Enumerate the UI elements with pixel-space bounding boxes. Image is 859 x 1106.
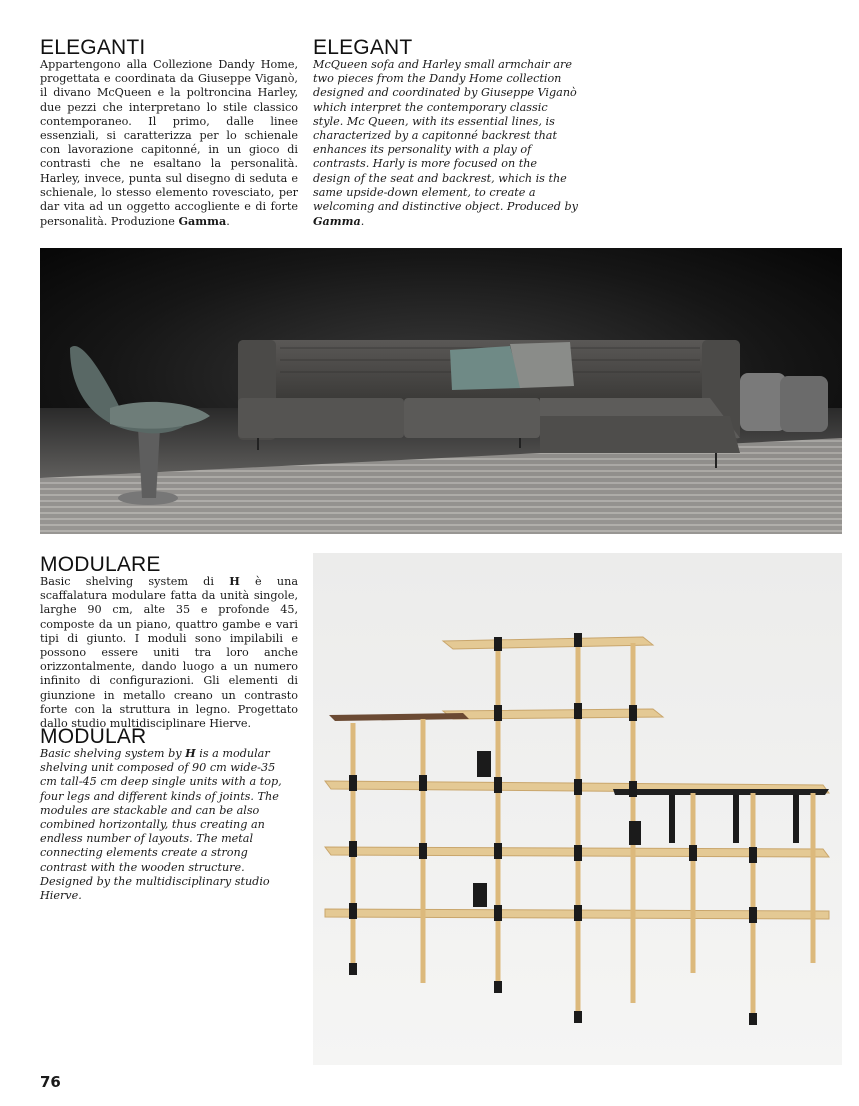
- heading-modulare: MODULARE: [40, 553, 161, 576]
- text-modular: [40, 746, 295, 903]
- brand-h-en: H: [185, 746, 196, 760]
- brand-gamma-it: Gamma: [178, 214, 227, 229]
- text-modulare: [40, 574, 298, 731]
- heading-eleganti: ELEGANTI: [40, 36, 146, 59]
- sofa-illustration: [40, 248, 842, 534]
- text-modular-intro: Basic shelving system by: [40, 747, 182, 760]
- text-elegant: McQueen sofa and Harley small armchair are two pieces from the Dandy Home collection designed and coordinated by Giuseppe Viganò which interpret the contemporary classic style. Mc Queen, with its essential lines, is characterized by a capitonné backrest that enhances its personality with a play of contrasts. Harly is more focused on the design of the seat and backrest, which is the same upside-down element, to create a welcoming and distinctive object. Produced by Gamma.: [313, 58, 578, 229]
- text-modular-body: is a modular shelving unit composed of 90 cm wide-35 cm tall-45 cm deep single units with a top, four legs and different kinds of joints. The modules are stackable and can be also combined horizontally, thus creating an endless number of layouts. The metal connecting elements create a strong contrast with the wooden structure. Designed by the multidisciplinary studio Hierve.: [40, 747, 282, 903]
- page-number: 76: [40, 1073, 61, 1091]
- heading-elegant: ELEGANT: [313, 36, 413, 59]
- text-eleganti-body: Appartengono alla Collezione Dandy Home, progettata e coordinata da Giuseppe Viganò, il divano McQueen e la poltroncina Harley, due pezzi che interpretano lo stile classico contemporaneo. Il primo, dalle linee essenziali, si caratterizza per lo schienale con lavorazione capitonné, in un gioco di contrasti che ne esaltano la personalità. Harley, invece, punta sul disegno di seduta e schienale, lo stesso elemento rovesciato, per dar vita ad un oggetto accogliente e di forte personalità. Produzione: [40, 58, 298, 229]
- text-modulare-intro: Basic shelving system di: [40, 575, 214, 588]
- text-elegant-body: McQueen sofa and Harley small armchair are two pieces from the Dandy Home collection designed and coordinated by Giuseppe Viganò which interpret the contemporary classic style. Mc Queen, with its essential lines, is characterized by a capitonné backrest that enhances its personality with a play of contrasts. Harly is more focused on the design of the seat and backrest, which is the same upside-down element, to create a welcoming and distinctive object. Produced by: [313, 58, 578, 214]
- photo-shelving-system: [313, 553, 842, 1065]
- shelving-illustration: [313, 553, 842, 1065]
- heading-modular: MODULAR: [40, 725, 147, 748]
- text-modulare-body: è una scaffalatura modulare fatta da unità singole, larghe 90 cm, alte 35 e profonde 45, composte da un piano, quattro gambe e vari tipi di giunto. I moduli sono impilabili e possono essere uniti tra loro anche orizzontalmente, dando luogo a un numero infinito di configurazioni. Gli elementi di giunzione in metallo creano un contrasto forte con la struttura in legno. Progettato dallo studio multidisciplinare Hierve.: [40, 575, 299, 731]
- photo-sofa-armchair: [40, 248, 842, 534]
- brand-gamma-en: Gamma: [313, 214, 361, 229]
- text-eleganti: Appartengono alla Collezione Dandy Home, progettata e coordinata da Giuseppe Viganò, il divano McQueen e la poltroncina Harley, due pezzi che interpretano lo stile classico contemporaneo. Il primo, dalle linee essenziali, si caratterizza per lo schienale con lavorazione capitonné, in un gioco di contrasti che ne esaltano la personalità. Harley, invece, punta sul disegno di seduta e schienale, lo stesso elemento rovesciato, per dar vita ad un oggetto accogliente e di forte personalità. Produzione Gamma.: [40, 58, 298, 229]
- brand-h-it: H: [229, 574, 240, 588]
